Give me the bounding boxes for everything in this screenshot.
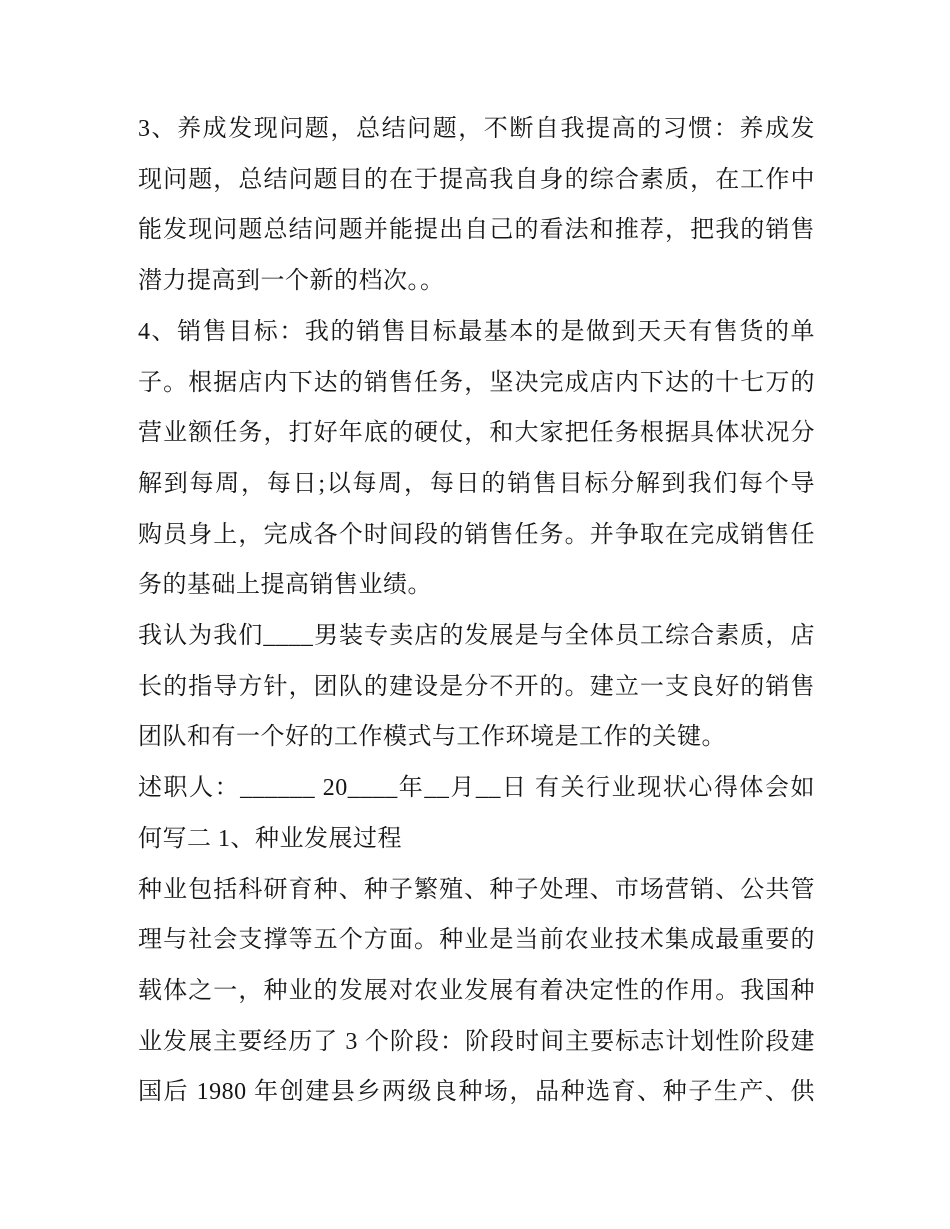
text-line: 4、销售目标：我的销售目标最基本的是做到天天有售货的单	[138, 318, 815, 345]
text-line: 国后 1980 年创建县乡两级良种场，品种选育、种子生产、供	[138, 1079, 815, 1106]
text-line: 现问题，总结问题目的在于提高我自身的综合素质，在工作中	[138, 166, 815, 193]
text-line: 述职人：______ 20____年__月__日 有关行业现状心得体会如	[138, 775, 815, 802]
text-line: 理与社会支撑等五个方面。种业是当前农业技术集成最重要的	[138, 927, 815, 954]
text-line: 种业包括科研育种、种子繁殖、种子处理、市场营销、公共管	[138, 876, 815, 903]
text-line: 子。根据店内下达的销售任务，坚决完成店内下达的十七万的	[138, 369, 815, 396]
text-line: 3、养成发现问题，总结问题，不断自我提高的习惯：养成发	[138, 116, 815, 142]
text-line: 务的基础上提高销售业绩。	[138, 572, 432, 599]
text-line: 长的指导方针，团队的建设是分不开的。建立一支良好的销售	[138, 673, 815, 700]
text-line: 团队和有一个好的工作模式与工作环境是工作的关键。	[138, 724, 726, 751]
text-line: 业发展主要经历了 3 个阶段：阶段时间主要标志计划性阶段建	[138, 1028, 815, 1055]
text-line: 能发现问题总结问题并能提出自己的看法和推荐，把我的销售	[138, 217, 815, 244]
text-line: 购员身上，完成各个时间段的销售任务。并争取在完成销售任	[138, 521, 815, 548]
text-line: 我认为我们____男装专卖店的发展是与全体员工综合素质，店	[138, 623, 815, 650]
text-line: 载体之一，种业的发展对农业发展有着决定性的作用。我国种	[138, 977, 815, 1004]
text-line: 营业额任务，打好年底的硬仗，和大家把任务根据具体状况分	[138, 420, 815, 447]
text-line: 解到每周，每日;以每周，每日的销售目标分解到我们每个导	[138, 470, 815, 497]
text-line: 何写二 1、种业发展过程	[138, 825, 402, 852]
document-body	[138, 104, 815, 1118]
text-line: 潜力提高到一个新的档次。。	[138, 268, 445, 295]
